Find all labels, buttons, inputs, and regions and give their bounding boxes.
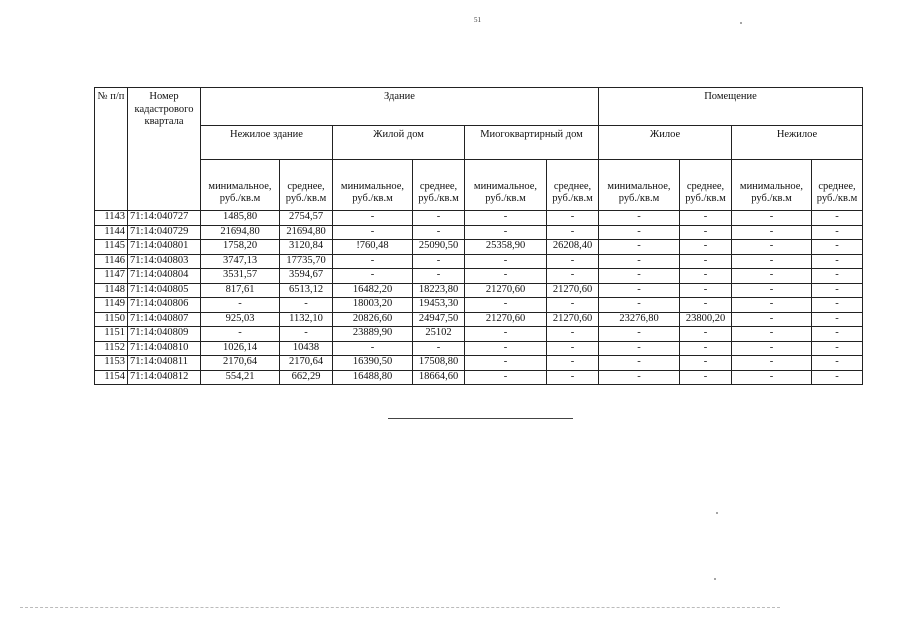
cadastral-quarter-cell: 71:14:040809 bbox=[128, 327, 201, 342]
header-avg-price: среднее, руб./кв.м bbox=[812, 160, 863, 211]
cadastral-quarter-cell: 71:14:040801 bbox=[128, 240, 201, 255]
price-cell: 3531,57 bbox=[201, 269, 280, 284]
row-number-cell: 1149 bbox=[95, 298, 128, 313]
price-cell: - bbox=[280, 327, 333, 342]
price-cell: - bbox=[812, 370, 863, 385]
price-cell: - bbox=[599, 254, 680, 269]
price-cell: - bbox=[680, 225, 732, 240]
price-cell: 20826,60 bbox=[333, 312, 413, 327]
price-cell: - bbox=[599, 356, 680, 371]
table-row bbox=[95, 298, 863, 313]
price-cell: - bbox=[547, 269, 599, 284]
price-cell: - bbox=[680, 269, 732, 284]
cadastral-quarter-cell: 71:14:040810 bbox=[128, 341, 201, 356]
price-cell: - bbox=[680, 254, 732, 269]
row-number-cell: 1145 bbox=[95, 240, 128, 255]
price-cell: - bbox=[812, 327, 863, 342]
page-number: 51 bbox=[474, 16, 481, 24]
price-cell: - bbox=[812, 254, 863, 269]
price-cell: 17735,70 bbox=[280, 254, 333, 269]
price-cell: - bbox=[732, 225, 812, 240]
table-row bbox=[95, 356, 863, 371]
price-cell: - bbox=[599, 283, 680, 298]
row-number-cell: 1144 bbox=[95, 225, 128, 240]
price-cell: - bbox=[333, 269, 413, 284]
price-cell: 1132,10 bbox=[280, 312, 333, 327]
price-cell: - bbox=[333, 211, 413, 226]
price-cell: 6513,12 bbox=[280, 283, 333, 298]
price-cell: 1758,20 bbox=[201, 240, 280, 255]
price-cell: - bbox=[413, 254, 465, 269]
price-cell: - bbox=[680, 283, 732, 298]
price-cell: 16390,50 bbox=[333, 356, 413, 371]
row-number-cell: 1143 bbox=[95, 211, 128, 226]
price-cell: - bbox=[465, 211, 547, 226]
cadastral-price-table bbox=[94, 87, 863, 385]
price-cell: 18664,60 bbox=[413, 370, 465, 385]
table-body bbox=[95, 211, 863, 385]
cadastral-quarter-cell: 71:14:040811 bbox=[128, 356, 201, 371]
price-cell: - bbox=[680, 327, 732, 342]
price-cell: 21270,60 bbox=[547, 283, 599, 298]
price-cell: - bbox=[812, 240, 863, 255]
cadastral-quarter-cell: 71:14:040803 bbox=[128, 254, 201, 269]
price-cell: - bbox=[599, 370, 680, 385]
price-cell: 554,21 bbox=[201, 370, 280, 385]
price-cell: - bbox=[599, 225, 680, 240]
table-row bbox=[95, 254, 863, 269]
scan-artifact-line bbox=[20, 607, 780, 608]
header-cadastral-quarter: Номер кадастрового квартала bbox=[128, 88, 201, 211]
header-number: № п/п bbox=[95, 88, 128, 211]
price-cell: - bbox=[732, 283, 812, 298]
table-row bbox=[95, 341, 863, 356]
table-row bbox=[95, 283, 863, 298]
price-cell: - bbox=[465, 269, 547, 284]
price-cell: - bbox=[732, 254, 812, 269]
price-cell: - bbox=[547, 225, 599, 240]
price-cell: 25102 bbox=[413, 327, 465, 342]
price-cell: - bbox=[680, 370, 732, 385]
price-cell: 21270,60 bbox=[547, 312, 599, 327]
header-apartment-building: Миогоквартирный дом bbox=[465, 126, 599, 160]
price-cell: - bbox=[812, 356, 863, 371]
price-cell: - bbox=[465, 356, 547, 371]
price-cell: - bbox=[680, 356, 732, 371]
price-cell: !760,48 bbox=[333, 240, 413, 255]
price-cell: - bbox=[547, 211, 599, 226]
price-cell: - bbox=[547, 356, 599, 371]
price-cell: - bbox=[732, 312, 812, 327]
price-cell: 1485,80 bbox=[201, 211, 280, 226]
price-cell: - bbox=[680, 211, 732, 226]
header-min-price: минимальное, руб./кв.м bbox=[201, 160, 280, 211]
scan-speck bbox=[714, 578, 716, 580]
price-cell: - bbox=[680, 298, 732, 313]
header-residential-premises: Жилое bbox=[599, 126, 732, 160]
price-cell: 25358,90 bbox=[465, 240, 547, 255]
table-row bbox=[95, 312, 863, 327]
row-number-cell: 1151 bbox=[95, 327, 128, 342]
price-cell: - bbox=[547, 254, 599, 269]
price-cell: - bbox=[812, 312, 863, 327]
price-cell: 817,61 bbox=[201, 283, 280, 298]
price-cell: - bbox=[465, 370, 547, 385]
price-cell: 10438 bbox=[280, 341, 333, 356]
price-cell: 2170,64 bbox=[280, 356, 333, 371]
price-cell: - bbox=[280, 298, 333, 313]
price-cell: - bbox=[413, 341, 465, 356]
price-cell: - bbox=[333, 341, 413, 356]
price-cell: - bbox=[812, 298, 863, 313]
table-row bbox=[95, 269, 863, 284]
separator-line bbox=[388, 418, 573, 419]
header-min-price: минимальное, руб./кв.м bbox=[732, 160, 812, 211]
price-cell: - bbox=[465, 225, 547, 240]
cadastral-quarter-cell: 71:14:040727 bbox=[128, 211, 201, 226]
header-min-price: минимальное, руб./кв.м bbox=[333, 160, 413, 211]
price-cell: - bbox=[812, 225, 863, 240]
cadastral-quarter-cell: 71:14:040806 bbox=[128, 298, 201, 313]
cadastral-quarter-cell: 71:14:040804 bbox=[128, 269, 201, 284]
price-cell: 21694,80 bbox=[280, 225, 333, 240]
price-cell: 25090,50 bbox=[413, 240, 465, 255]
table-row bbox=[95, 211, 863, 226]
price-cell: - bbox=[732, 356, 812, 371]
price-cell: 23800,20 bbox=[680, 312, 732, 327]
header-avg-price: среднее, руб./кв.м bbox=[680, 160, 732, 211]
header-avg-price: среднее, руб./кв.м bbox=[280, 160, 333, 211]
header-residential-house: Жилой дом bbox=[333, 126, 465, 160]
table-row bbox=[95, 370, 863, 385]
price-cell: - bbox=[599, 327, 680, 342]
cadastral-quarter-cell: 71:14:040805 bbox=[128, 283, 201, 298]
price-cell: 19453,30 bbox=[413, 298, 465, 313]
price-cell: - bbox=[465, 298, 547, 313]
price-cell: - bbox=[732, 269, 812, 284]
price-cell: - bbox=[732, 341, 812, 356]
price-cell: - bbox=[812, 211, 863, 226]
price-cell: - bbox=[732, 370, 812, 385]
price-cell: 21694,80 bbox=[201, 225, 280, 240]
row-number-cell: 1147 bbox=[95, 269, 128, 284]
price-cell: 17508,80 bbox=[413, 356, 465, 371]
price-cell: - bbox=[465, 254, 547, 269]
header-premises: Помещение bbox=[599, 88, 863, 126]
cadastral-quarter-cell: 71:14:040729 bbox=[128, 225, 201, 240]
price-cell: - bbox=[201, 327, 280, 342]
price-cell: - bbox=[680, 341, 732, 356]
price-cell: - bbox=[413, 225, 465, 240]
table-row bbox=[95, 240, 863, 255]
price-cell: 24947,50 bbox=[413, 312, 465, 327]
price-cell: - bbox=[680, 240, 732, 255]
price-cell: 1026,14 bbox=[201, 341, 280, 356]
price-cell: 23889,90 bbox=[333, 327, 413, 342]
price-cell: 662,29 bbox=[280, 370, 333, 385]
price-cell: 3594,67 bbox=[280, 269, 333, 284]
cadastral-quarter-cell: 71:14:040812 bbox=[128, 370, 201, 385]
price-cell: 21270,60 bbox=[465, 312, 547, 327]
price-cell: 26208,40 bbox=[547, 240, 599, 255]
price-cell: - bbox=[413, 269, 465, 284]
price-cell: - bbox=[732, 327, 812, 342]
price-cell: 3747,13 bbox=[201, 254, 280, 269]
price-cell: - bbox=[465, 327, 547, 342]
price-cell: - bbox=[812, 283, 863, 298]
header-nonresidential-building: Нежилое здание bbox=[201, 126, 333, 160]
cadastral-quarter-cell: 71:14:040807 bbox=[128, 312, 201, 327]
price-cell: - bbox=[599, 211, 680, 226]
table-row bbox=[95, 327, 863, 342]
price-cell: 23276,80 bbox=[599, 312, 680, 327]
row-number-cell: 1152 bbox=[95, 341, 128, 356]
header-min-price: минимальное, руб./кв.м bbox=[599, 160, 680, 211]
price-cell: - bbox=[732, 298, 812, 313]
price-cell: 16482,20 bbox=[333, 283, 413, 298]
price-cell: - bbox=[547, 298, 599, 313]
row-number-cell: 1153 bbox=[95, 356, 128, 371]
scan-speck bbox=[716, 512, 718, 514]
price-cell: - bbox=[333, 225, 413, 240]
price-cell: 21270,60 bbox=[465, 283, 547, 298]
row-number-cell: 1148 bbox=[95, 283, 128, 298]
price-cell: - bbox=[333, 254, 413, 269]
price-cell: - bbox=[599, 269, 680, 284]
price-cell: - bbox=[201, 298, 280, 313]
price-cell: 3120,84 bbox=[280, 240, 333, 255]
row-number-cell: 1154 bbox=[95, 370, 128, 385]
price-cell: - bbox=[599, 298, 680, 313]
price-cell: - bbox=[413, 211, 465, 226]
price-cell: - bbox=[547, 370, 599, 385]
row-number-cell: 1150 bbox=[95, 312, 128, 327]
header-min-price: минимальное, руб./кв.м bbox=[465, 160, 547, 211]
price-cell: - bbox=[599, 341, 680, 356]
price-cell: 18223,80 bbox=[413, 283, 465, 298]
price-cell: 2754,57 bbox=[280, 211, 333, 226]
price-cell: 16488,80 bbox=[333, 370, 413, 385]
table-row bbox=[95, 225, 863, 240]
price-cell: - bbox=[547, 341, 599, 356]
price-cell: - bbox=[599, 240, 680, 255]
price-cell: - bbox=[812, 269, 863, 284]
price-cell: - bbox=[547, 327, 599, 342]
row-number-cell: 1146 bbox=[95, 254, 128, 269]
price-cell: - bbox=[812, 341, 863, 356]
price-cell: 925,03 bbox=[201, 312, 280, 327]
price-cell: - bbox=[465, 341, 547, 356]
price-cell: 2170,64 bbox=[201, 356, 280, 371]
header-nonresidential-premises: Нежилое bbox=[732, 126, 863, 160]
header-avg-price: среднее, руб./кв.м bbox=[413, 160, 465, 211]
price-cell: - bbox=[732, 211, 812, 226]
price-cell: 18003,20 bbox=[333, 298, 413, 313]
header-avg-price: среднее, руб./кв.м bbox=[547, 160, 599, 211]
header-building: Здание bbox=[201, 88, 599, 126]
scan-speck bbox=[740, 22, 742, 24]
price-cell: - bbox=[732, 240, 812, 255]
